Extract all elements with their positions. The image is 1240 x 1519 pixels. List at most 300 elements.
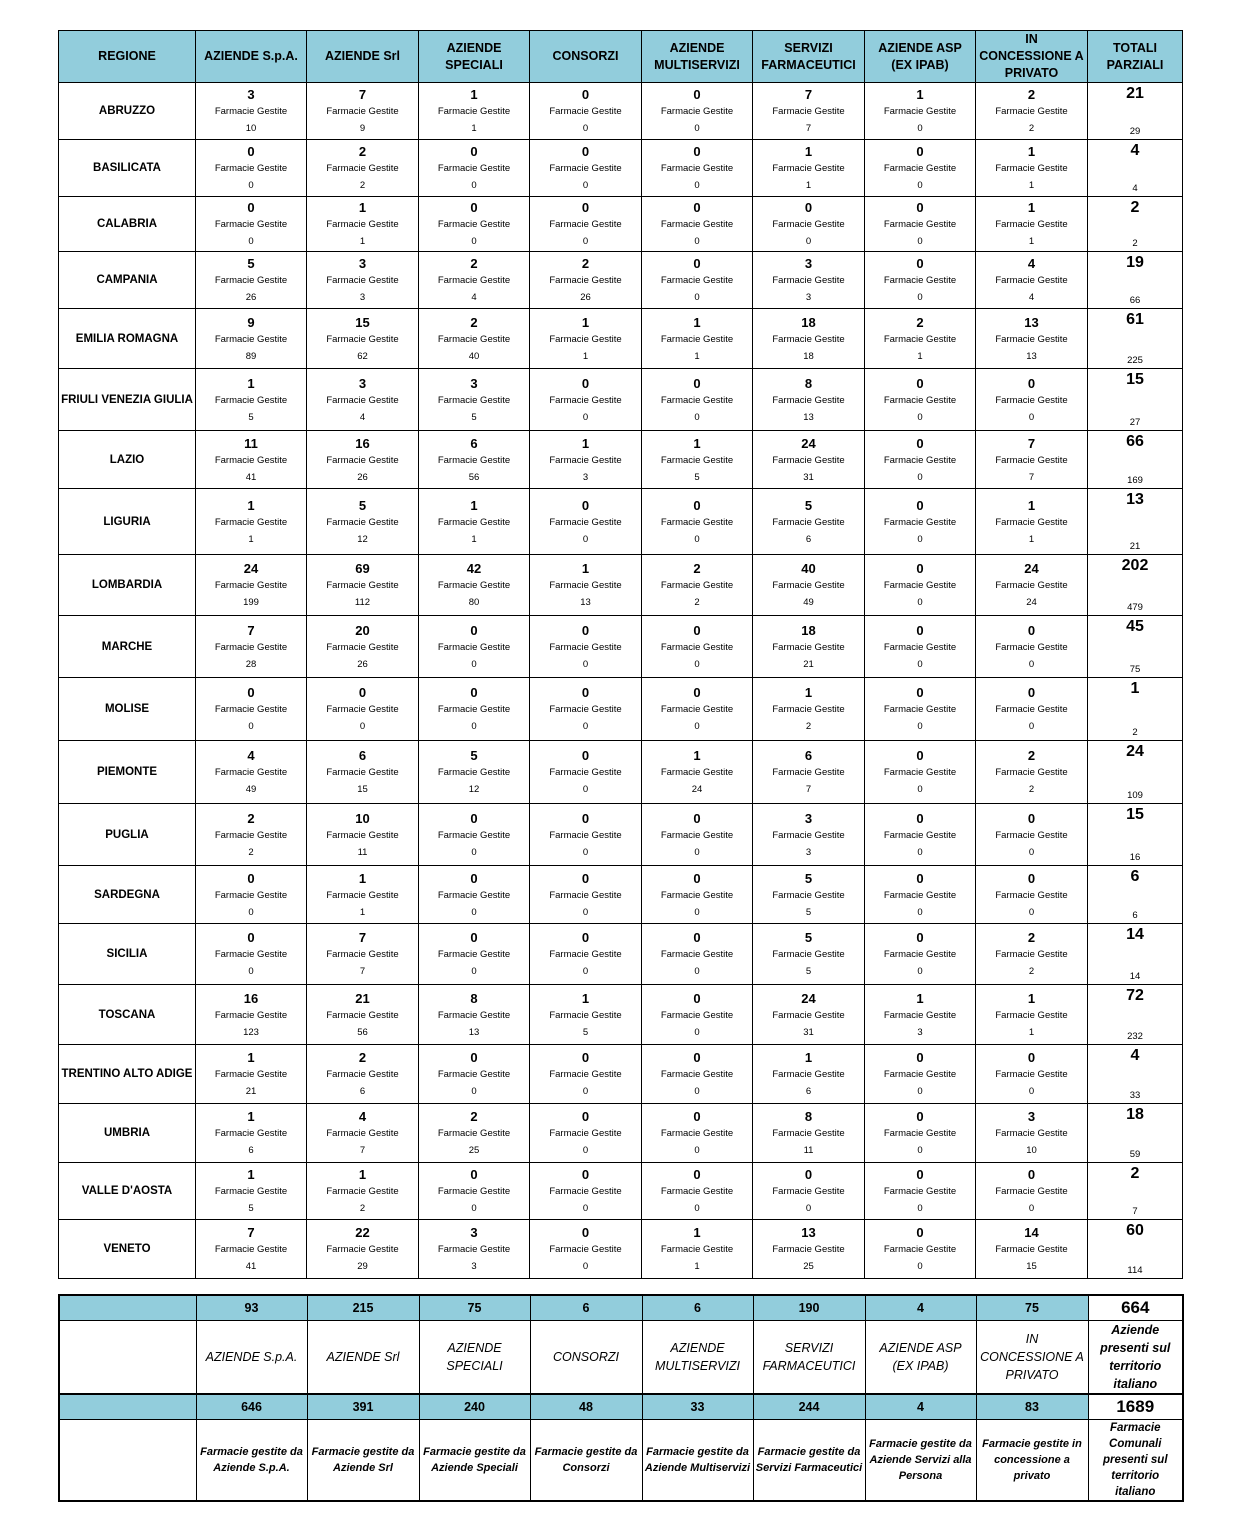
data-cell	[307, 83, 419, 140]
farmacie-gestite-label: Farmacie Gestite	[549, 333, 622, 345]
table-row	[59, 489, 1183, 555]
data-cell	[642, 741, 753, 804]
data-cell	[196, 804, 307, 866]
aziende-count: 4	[358, 1109, 367, 1124]
data-cell	[642, 555, 753, 616]
farmacie-count: 4	[471, 292, 477, 303]
farmacie-count: 1	[1028, 236, 1035, 247]
data-cell	[307, 924, 419, 985]
data-cell	[530, 252, 642, 309]
partial-total-aziende: 4	[1130, 142, 1140, 159]
data-cell	[865, 1045, 976, 1104]
data-cell	[865, 741, 976, 804]
farmacie-count: 1	[582, 350, 589, 362]
aziende-count: 0	[916, 685, 924, 700]
farmacie-count: 3	[805, 292, 812, 303]
farmacie-gestite-label: Farmacie Gestite	[660, 454, 734, 466]
farmacie-total: 33	[642, 1394, 753, 1420]
farmacie-gestite-label: Farmacie Gestite	[437, 516, 511, 528]
farmacie-count: 26	[580, 292, 591, 303]
table-row	[59, 252, 1183, 309]
farmacie-gestite-label: Farmacie Gestite	[995, 454, 1068, 466]
aziende-count: 5	[470, 748, 478, 763]
aziende-count: 0	[693, 1109, 701, 1124]
data-cell	[307, 140, 419, 197]
farmacie-gestite-label: Farmacie Gestite	[660, 1186, 734, 1197]
partial-total-cell	[1088, 252, 1183, 309]
aziende-count: 1	[358, 200, 367, 215]
farmacie-count: 12	[468, 784, 480, 795]
data-cell	[642, 866, 753, 924]
farmacie-count: 2	[359, 1203, 366, 1214]
region-name: LAZIO	[59, 431, 196, 489]
data-cell	[196, 678, 307, 741]
farmacie-count: 21	[245, 1086, 257, 1097]
data-cell	[307, 252, 419, 309]
data-cell	[865, 678, 976, 741]
farmacie-count: 3	[582, 471, 589, 483]
data-cell	[753, 369, 865, 431]
data-cell	[196, 866, 307, 924]
aziende-count: 0	[916, 256, 924, 271]
farmacie-count: 6	[805, 1086, 812, 1097]
farmacie-count: 5	[471, 411, 477, 423]
data-cell	[753, 985, 865, 1045]
farmacie-gestite-label: Farmacie Gestite	[214, 580, 288, 591]
farmacie-gestite-label: Farmacie Gestite	[660, 767, 734, 778]
aziende-count: 3	[1027, 1109, 1036, 1124]
farmacie-count: 2	[248, 846, 254, 858]
table-row	[59, 309, 1183, 369]
farmacie-gestite-label: Farmacie Gestite	[883, 1009, 957, 1021]
aziende-type-label: AZIENDE S.p.A.	[196, 1321, 307, 1395]
data-cell	[196, 616, 307, 678]
region-name: LIGURIA	[59, 489, 196, 555]
farmacie-count: 0	[471, 906, 477, 918]
partial-total-aziende: 60	[1126, 1222, 1144, 1239]
aziende-count: 0	[581, 1109, 590, 1124]
aziende-count: 0	[581, 748, 590, 763]
farmacie-count: 24	[691, 784, 703, 795]
farmacie-count: 31	[803, 471, 814, 483]
aziende-count: 1	[916, 990, 924, 1006]
farmacie-count: 0	[694, 658, 700, 670]
farmacie-gestite-label: Farmacie Gestite	[326, 829, 399, 841]
data-cell	[530, 309, 642, 369]
farmacie-count: 29	[357, 1261, 368, 1272]
data-cell	[976, 489, 1088, 555]
farmacie-count: 7	[359, 1145, 366, 1156]
partial-total-cell	[1088, 678, 1183, 741]
data-cell	[976, 924, 1088, 985]
table-row	[59, 1104, 1183, 1163]
farmacie-gestite-label: Farmacie Gestite	[326, 219, 399, 230]
farmacie-count: 0	[917, 123, 923, 134]
data-cell	[865, 309, 976, 369]
data-cell	[865, 1104, 976, 1163]
farmacie-count: 0	[582, 721, 589, 732]
farmacie-gestite-label: Farmacie Gestite	[326, 516, 399, 528]
aziende-total: 6	[642, 1295, 753, 1321]
farmacie-count: 2	[359, 180, 366, 191]
farmacie-gestite-label: Farmacie Gestite	[326, 1009, 399, 1021]
aziende-count: 0	[693, 870, 701, 886]
farmacie-total: 83	[976, 1394, 1088, 1420]
aziende-count: 21	[355, 990, 370, 1006]
data-cell	[307, 309, 419, 369]
aziende-count: 0	[247, 144, 255, 159]
region-name: PIEMONTE	[59, 741, 196, 804]
partial-total-aziende: 45	[1126, 618, 1144, 635]
data-cell	[419, 804, 530, 866]
farmacie-type-label: Farmacie gestite da Aziende S.p.A.	[196, 1420, 307, 1502]
aziende-count: 0	[581, 497, 590, 513]
region-name: CALABRIA	[59, 197, 196, 252]
aziende-count: 2	[358, 1050, 367, 1065]
farmacie-gestite-label: Farmacie Gestite	[214, 219, 288, 230]
data-cell	[642, 1163, 753, 1220]
aziende-count: 1	[804, 1050, 813, 1065]
farmacie-gestite-label: Farmacie Gestite	[549, 1128, 622, 1139]
data-cell	[976, 1163, 1088, 1220]
farmacie-gestite-label: Farmacie Gestite	[883, 889, 957, 901]
partial-total-farmacie: 66	[1129, 295, 1141, 306]
farmacie-gestite-label: Farmacie Gestite	[437, 1128, 511, 1139]
farmacie-gestite-label: Farmacie Gestite	[214, 516, 288, 528]
farmacie-count: 0	[805, 236, 812, 247]
aziende-count: 0	[358, 685, 367, 700]
farmacie-count: 0	[582, 1086, 589, 1097]
data-cell	[530, 197, 642, 252]
aziende-count: 2	[1027, 87, 1036, 102]
table-row	[59, 1045, 1183, 1104]
data-cell	[419, 985, 530, 1045]
partial-total-farmacie: 232	[1127, 1031, 1143, 1042]
farmacie-count: 15	[1026, 1261, 1037, 1272]
aziende-count: 0	[916, 1109, 924, 1124]
farmacie-gestite-label: Farmacie Gestite	[437, 1069, 511, 1080]
region-name: VALLE D'AOSTA	[59, 1163, 196, 1220]
farmacie-count: 0	[694, 123, 700, 134]
data-cell	[753, 197, 865, 252]
farmacie-count: 0	[917, 1145, 923, 1156]
farmacie-gestite-label: Farmacie Gestite	[214, 454, 288, 466]
farmacie-count: 6	[359, 1086, 366, 1097]
aziende-count: 0	[916, 435, 924, 451]
farmacie-gestite-label: Farmacie Gestite	[995, 106, 1068, 117]
farmacie-gestite-label: Farmacie Gestite	[214, 889, 288, 901]
farmacie-count: 199	[243, 597, 259, 608]
aziende-count: 0	[1027, 375, 1036, 391]
farmacie-gestite-label: Farmacie Gestite	[660, 219, 734, 230]
farmacie-count: 7	[1028, 471, 1035, 483]
farmacie-gestite-label: Farmacie Gestite	[326, 454, 399, 466]
partial-total-cell	[1088, 83, 1183, 140]
data-cell	[753, 866, 865, 924]
aziende-count: 0	[693, 256, 701, 271]
aziende-count: 1	[581, 561, 590, 576]
data-cell	[976, 1104, 1088, 1163]
summary-blank-cell	[59, 1321, 196, 1395]
farmacie-gestite-label: Farmacie Gestite	[883, 106, 957, 117]
aziende-count: 1	[247, 1109, 255, 1124]
farmacie-count: 0	[917, 784, 923, 795]
farmacie-type-label: Farmacie gestite da Servizi Farmaceutici	[753, 1420, 865, 1502]
partial-total-cell	[1088, 1220, 1183, 1279]
aziende-type-label: AZIENDE MULTISERVIZI	[642, 1321, 753, 1395]
partial-total-farmacie: 75	[1129, 664, 1141, 675]
data-cell	[865, 369, 976, 431]
farmacie-gestite-label: Farmacie Gestite	[660, 1009, 734, 1021]
farmacie-count: 0	[471, 658, 477, 670]
data-cell	[196, 369, 307, 431]
farmacie-gestite-label: Farmacie Gestite	[214, 1069, 288, 1080]
aziende-count: 20	[355, 622, 370, 638]
farmacie-gestite-label: Farmacie Gestite	[883, 333, 957, 345]
farmacie-gestite-label: Farmacie Gestite	[437, 333, 511, 345]
aziende-count: 9	[247, 314, 255, 330]
aziende-count: 0	[693, 200, 701, 215]
data-cell	[419, 252, 530, 309]
partial-total-cell	[1088, 431, 1183, 489]
data-cell	[753, 1045, 865, 1104]
aziende-count: 0	[916, 810, 924, 826]
farmacie-gestite-label: Farmacie Gestite	[995, 767, 1068, 778]
farmacie-total: 244	[753, 1394, 865, 1420]
farmacie-count: 41	[245, 471, 257, 483]
data-cell	[530, 1104, 642, 1163]
aziende-count: 0	[581, 810, 590, 826]
summary-table	[58, 1294, 1184, 1502]
partial-total-aziende: 4	[1130, 1047, 1140, 1064]
aziende-count: 6	[470, 435, 478, 451]
aziende-count: 7	[804, 87, 813, 102]
farmacie-gestite-label: Farmacie Gestite	[326, 580, 399, 591]
data-cell	[976, 1220, 1088, 1279]
data-cell	[307, 1163, 419, 1220]
partial-total-aziende: 24	[1126, 743, 1144, 760]
aziende-caption: Aziende presenti sul territorio italiano	[1088, 1321, 1183, 1395]
farmacie-count: 0	[471, 721, 477, 732]
data-cell	[865, 140, 976, 197]
aziende-count: 1	[1027, 990, 1036, 1006]
partial-total-aziende: 14	[1126, 926, 1144, 943]
data-cell	[753, 804, 865, 866]
farmacie-count: 2	[805, 721, 812, 732]
farmacie-gestite-label: Farmacie Gestite	[772, 1244, 845, 1255]
data-cell	[196, 489, 307, 555]
farmacie-count: 2	[1028, 784, 1035, 795]
farmacie-gestite-label: Farmacie Gestite	[326, 889, 399, 901]
farmacie-count: 0	[694, 236, 700, 247]
data-cell	[419, 489, 530, 555]
aziende-count: 0	[470, 870, 478, 886]
farmacie-count: 0	[248, 236, 254, 247]
farmacie-count: 25	[468, 1145, 480, 1156]
farmacie-gestite-label: Farmacie Gestite	[214, 1128, 288, 1139]
farmacie-count: 0	[582, 180, 589, 191]
data-cell	[307, 985, 419, 1045]
table-row	[59, 369, 1183, 431]
data-cell	[753, 252, 865, 309]
farmacie-count: 0	[694, 1145, 700, 1156]
partial-total-aziende: 61	[1126, 311, 1144, 328]
farmacie-gestite-label: Farmacie Gestite	[772, 106, 845, 117]
aziende-count: 0	[581, 685, 590, 700]
farmacie-count: 1	[471, 123, 477, 134]
farmacie-count: 6	[805, 533, 812, 545]
aziende-count: 0	[1027, 870, 1036, 886]
data-cell	[642, 1045, 753, 1104]
farmacie-gestite-label: Farmacie Gestite	[326, 704, 399, 715]
farmacie-gestite-label: Farmacie Gestite	[326, 1069, 399, 1080]
aziende-type-label: AZIENDE ASP (EX IPAB)	[865, 1321, 976, 1395]
aziende-count: 16	[355, 435, 370, 451]
aziende-count: 0	[1027, 810, 1036, 826]
aziende-count: 1	[804, 144, 813, 159]
aziende-count: 0	[581, 87, 590, 102]
aziende-count: 2	[358, 144, 367, 159]
partial-total-cell	[1088, 1163, 1183, 1220]
data-cell	[976, 252, 1088, 309]
aziende-count: 11	[244, 435, 258, 451]
farmacie-gestite-label: Farmacie Gestite	[660, 163, 734, 174]
farmacie-count: 0	[917, 1261, 923, 1272]
aziende-count: 2	[1027, 748, 1036, 763]
partial-total-cell	[1088, 197, 1183, 252]
farmacie-count: 0	[694, 180, 700, 191]
partial-total-cell	[1088, 140, 1183, 197]
region-name: TRENTINO ALTO ADIGE	[59, 1045, 196, 1104]
data-cell	[530, 616, 642, 678]
table-row	[59, 140, 1183, 197]
farmacie-gestite-label: Farmacie Gestite	[214, 641, 288, 653]
farmacie-gestite-label: Farmacie Gestite	[326, 275, 399, 286]
farmacie-count: 0	[248, 721, 254, 732]
aziende-count: 0	[916, 375, 924, 391]
aziende-count: 0	[581, 200, 590, 215]
data-cell	[307, 866, 419, 924]
data-cell	[753, 924, 865, 985]
data-cell	[419, 83, 530, 140]
partial-total-cell	[1088, 555, 1183, 616]
data-cell	[642, 140, 753, 197]
aziende-count: 8	[804, 375, 813, 391]
farmacie-count: 7	[359, 966, 366, 977]
aziende-count: 1	[693, 435, 701, 451]
partial-total-aziende: 15	[1126, 371, 1144, 388]
farmacie-count: 15	[357, 784, 368, 795]
farmacie-count: 0	[1028, 1086, 1035, 1097]
aziende-count: 4	[1027, 256, 1036, 271]
aziende-count: 24	[243, 561, 259, 576]
aziende-count: 2	[470, 256, 478, 271]
region-name: BASILICATA	[59, 140, 196, 197]
farmacie-gestite-label: Farmacie Gestite	[549, 163, 622, 174]
farmacie-gestite-label: Farmacie Gestite	[772, 333, 845, 345]
farmacie-gestite-label: Farmacie Gestite	[437, 949, 511, 960]
aziende-total: 215	[307, 1295, 419, 1321]
aziende-count: 1	[247, 375, 255, 391]
farmacie-count: 0	[694, 721, 700, 732]
farmacie-gestite-label: Farmacie Gestite	[437, 163, 511, 174]
farmacie-gestite-label: Farmacie Gestite	[660, 333, 734, 345]
farmacie-count: 0	[582, 658, 589, 670]
header-aziende-speciali: AZIENDE SPECIALI	[419, 31, 530, 83]
data-cell	[196, 252, 307, 309]
farmacie-gestite-label: Farmacie Gestite	[995, 949, 1068, 960]
farmacie-count: 0	[917, 906, 923, 918]
table-row	[59, 1163, 1183, 1220]
farmacie-gestite-label: Farmacie Gestite	[214, 163, 288, 174]
farmacie-gestite-label: Farmacie Gestite	[437, 454, 511, 466]
table-row	[59, 1220, 1183, 1279]
header-consorzi: CONSORZI	[530, 31, 642, 83]
data-cell	[307, 616, 419, 678]
data-cell	[642, 489, 753, 555]
farmacie-gestite-label: Farmacie Gestite	[883, 1186, 957, 1197]
aziende-total: 75	[976, 1295, 1088, 1321]
farmacie-gestite-label: Farmacie Gestite	[772, 454, 845, 466]
data-cell	[976, 140, 1088, 197]
aziende-count: 2	[916, 314, 924, 330]
farmacie-count: 9	[359, 123, 366, 134]
farmacie-gestite-label: Farmacie Gestite	[549, 704, 622, 715]
farmacie-gestite-label: Farmacie Gestite	[437, 219, 511, 230]
region-name: MARCHE	[59, 616, 196, 678]
farmacie-count: 0	[582, 1261, 589, 1272]
aziende-count: 40	[801, 561, 816, 576]
data-cell	[976, 1045, 1088, 1104]
aziende-count: 0	[693, 1050, 701, 1065]
aziende-count: 0	[247, 685, 255, 700]
farmacie-count: 89	[245, 350, 257, 362]
farmacie-count: 0	[694, 1026, 700, 1038]
farmacie-count: 0	[471, 966, 477, 977]
farmacie-count: 5	[805, 906, 812, 918]
farmacie-gestite-label: Farmacie Gestite	[437, 704, 511, 715]
farmacie-count: 62	[357, 350, 368, 362]
farmacie-count: 4	[1028, 292, 1035, 303]
data-cell	[419, 140, 530, 197]
farmacie-count: 26	[357, 471, 368, 483]
farmacie-gestite-label: Farmacie Gestite	[883, 163, 957, 174]
farmacie-gestite-label: Farmacie Gestite	[883, 219, 957, 230]
summary-blank-cell	[59, 1394, 196, 1420]
data-cell	[976, 431, 1088, 489]
data-cell	[307, 678, 419, 741]
data-cell	[196, 431, 307, 489]
data-cell	[753, 741, 865, 804]
aziende-count: 0	[470, 144, 478, 159]
farmacie-gestite-label: Farmacie Gestite	[883, 275, 957, 286]
farmacie-count: 0	[805, 1203, 812, 1214]
data-cell	[419, 866, 530, 924]
data-cell	[196, 1104, 307, 1163]
partial-total-aziende: 19	[1126, 254, 1144, 271]
farmacie-count: 28	[245, 658, 257, 670]
data-cell	[753, 1163, 865, 1220]
partial-total-aziende: 72	[1126, 987, 1144, 1004]
data-cell	[307, 741, 419, 804]
farmacie-count: 0	[248, 180, 254, 191]
data-cell	[530, 1163, 642, 1220]
farmacie-gestite-label: Farmacie Gestite	[549, 580, 622, 591]
farmacie-gestite-label: Farmacie Gestite	[883, 516, 957, 528]
data-cell	[530, 489, 642, 555]
partial-total-aziende: 15	[1126, 806, 1144, 823]
farmacie-count: 0	[248, 906, 254, 918]
